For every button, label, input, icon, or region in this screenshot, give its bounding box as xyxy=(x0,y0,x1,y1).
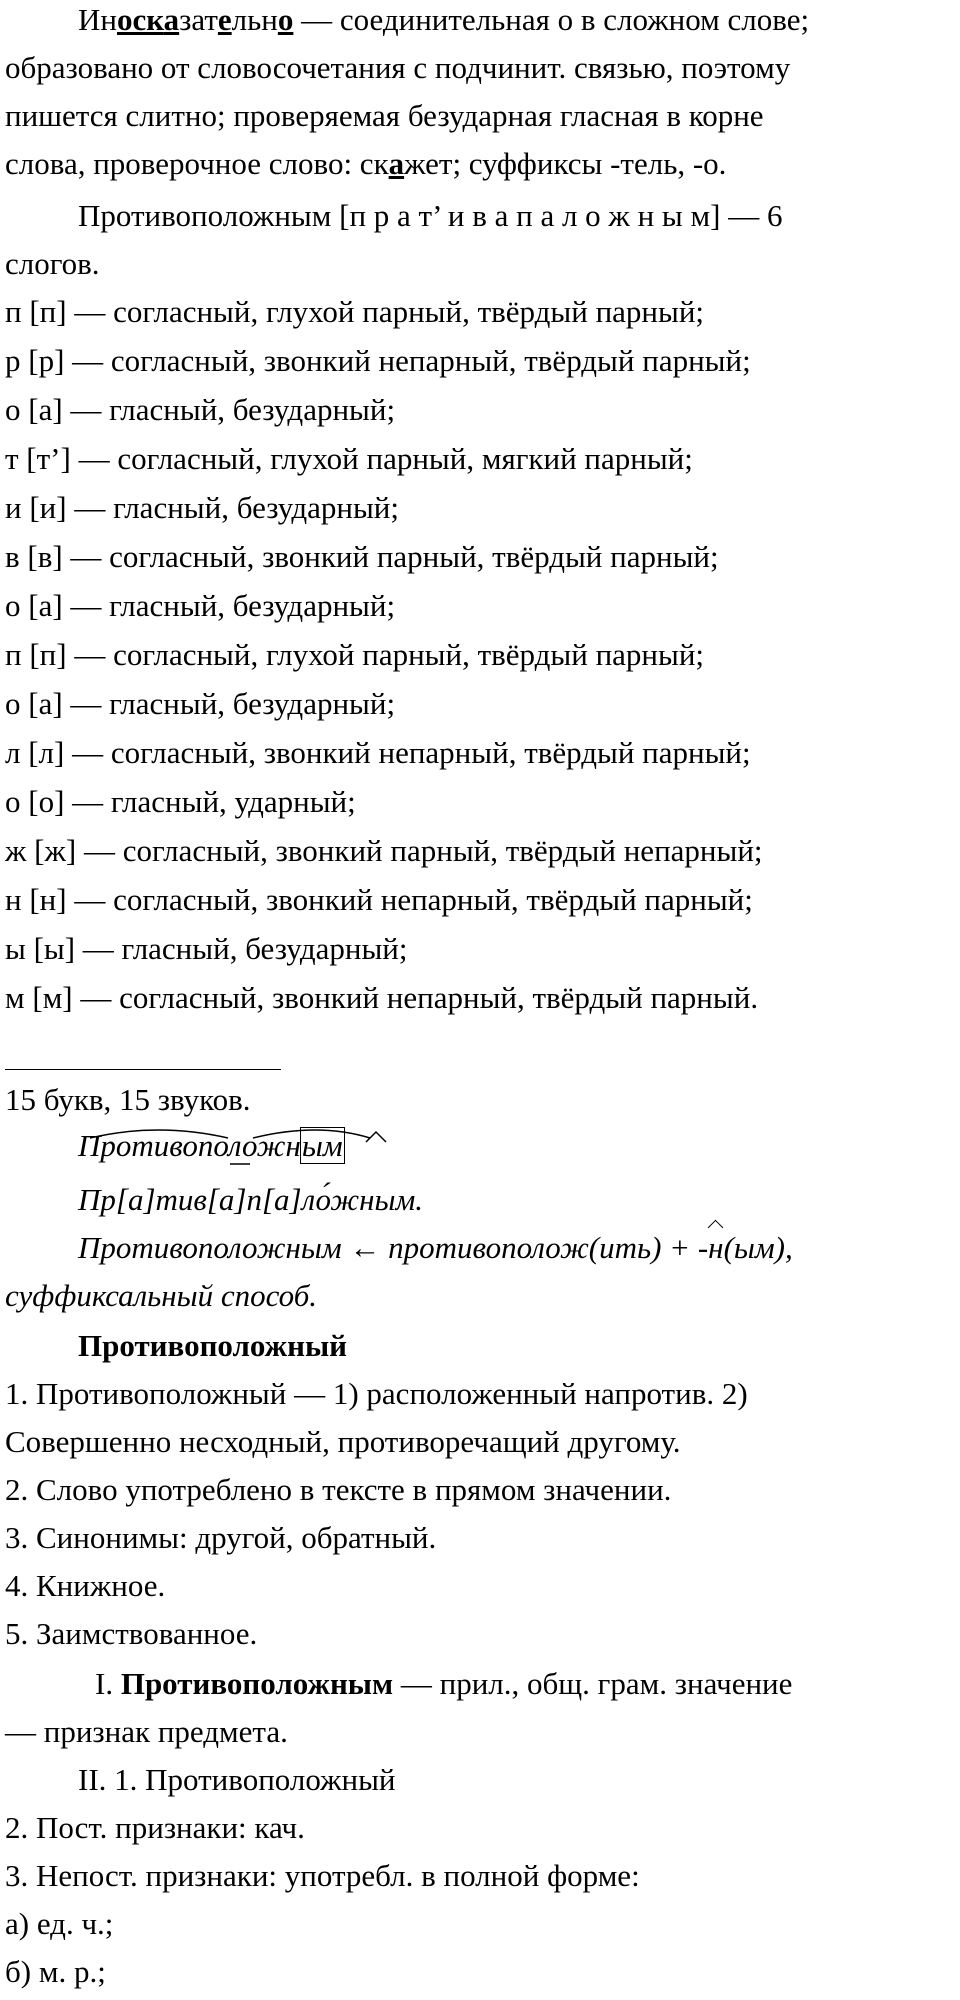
orthoepic-line: Пр[а]тив[а]п[а]ло́жным. xyxy=(78,1182,423,1217)
formation-line-1: Противоположным ← противополож(ить) + -н(ым), xyxy=(78,1228,793,1268)
grammar-item: 2. Пост. признаки: кач. xyxy=(5,1810,305,1845)
root-arc-1 xyxy=(90,1130,228,1138)
lexical-item: 2. Слово употреблено в тексте в прямом значении. xyxy=(5,1472,672,1507)
sound-line: о [а] — гласный, безударный; xyxy=(5,392,396,427)
morph-marks xyxy=(78,1128,418,1174)
sound-line: м [м] — согласный, звонкий непарный, твёрдый парный. xyxy=(5,980,759,1015)
sound-line: п [п] — согласный, глухой парный, твёрдый парный; xyxy=(5,294,705,329)
sound-line: ы [ы] — гласный, безударный; xyxy=(5,931,408,966)
sound-line: ж [ж] — согласный, звонкий парный, твёрдый непарный; xyxy=(5,833,763,868)
lexical-item: 4. Книжное. xyxy=(5,1568,166,1603)
sound-line: р [р] — согласный, звонкий непарный, твёрдый парный; xyxy=(5,343,751,378)
grammar-line-2: — признак предмета. xyxy=(5,1714,288,1749)
formation-line-2: суффиксальный способ. xyxy=(5,1278,318,1313)
separator-rule xyxy=(5,1069,281,1070)
grammar-item: 3. Непост. признаки: употребл. в полной форме: xyxy=(5,1858,640,1893)
spelling-line-4: слова, проверочное слово: скажет; суффиксы -тель, -о. xyxy=(5,146,727,181)
spelling-line-2: образовано от словосочетания с подчинит. связью, поэтому xyxy=(5,50,791,85)
lexical-item: 3. Синонимы: другой, обратный. xyxy=(5,1520,437,1555)
spelling-line-3: пишется слитно; проверяемая безударная гласная в корне xyxy=(5,98,764,133)
sound-line: н [н] — согласный, звонкий непарный, твёрдый парный; xyxy=(5,882,753,917)
sound-line: л [л] — согласный, звонкий непарный, твёрдый парный; xyxy=(5,735,751,770)
sound-line: о [а] — гласный, безударный; xyxy=(5,686,396,721)
sound-line: в [в] — согласный, звонкий парный, твёрдый парный; xyxy=(5,539,719,574)
transcription-line-2: слогов. xyxy=(5,246,100,281)
grammar-item: а) ед. ч.; xyxy=(5,1906,114,1941)
root-arc-2 xyxy=(253,1130,370,1138)
grammar-line-1: I. Противоположным — прил., общ. грам. значение xyxy=(95,1666,793,1701)
morph-ending: ым xyxy=(301,1128,343,1163)
spelling-line-1: Иносказательно — соединительная о в сложном слове; xyxy=(78,2,810,37)
sound-line: п [п] — согласный, глухой парный, твёрдый парный; xyxy=(5,637,705,672)
sound-line: о [о] — гласный, ударный; xyxy=(5,784,356,819)
letter-sound-count: 15 букв, 15 звуков. xyxy=(5,1082,251,1117)
sound-line: о [а] — гласный, безударный; xyxy=(5,588,396,623)
morph-root-part: Противоположн xyxy=(78,1128,301,1163)
grammar-item: б) м. р.; xyxy=(5,1954,106,1989)
sound-line: и [и] — гласный, безударный; xyxy=(5,490,400,525)
lexical-heading: Противоположный xyxy=(78,1328,348,1363)
transcription-line-1: Противоположным [п р а т’ и в а п а л о ж н ы м] — 6 xyxy=(78,198,783,233)
grammar-item: II. 1. Противоположный xyxy=(78,1762,396,1797)
sound-line: т [т’] — согласный, глухой парный, мягкий парный; xyxy=(5,441,693,476)
lexical-item: 5. Заимствованное. xyxy=(5,1616,258,1651)
lexical-item: Совершенно несходный, противоречащий другому. xyxy=(5,1424,681,1459)
lexical-item: 1. Противоположный — 1) расположенный напротив. 2) xyxy=(5,1376,748,1411)
morphemic-parse xyxy=(78,1128,344,1174)
